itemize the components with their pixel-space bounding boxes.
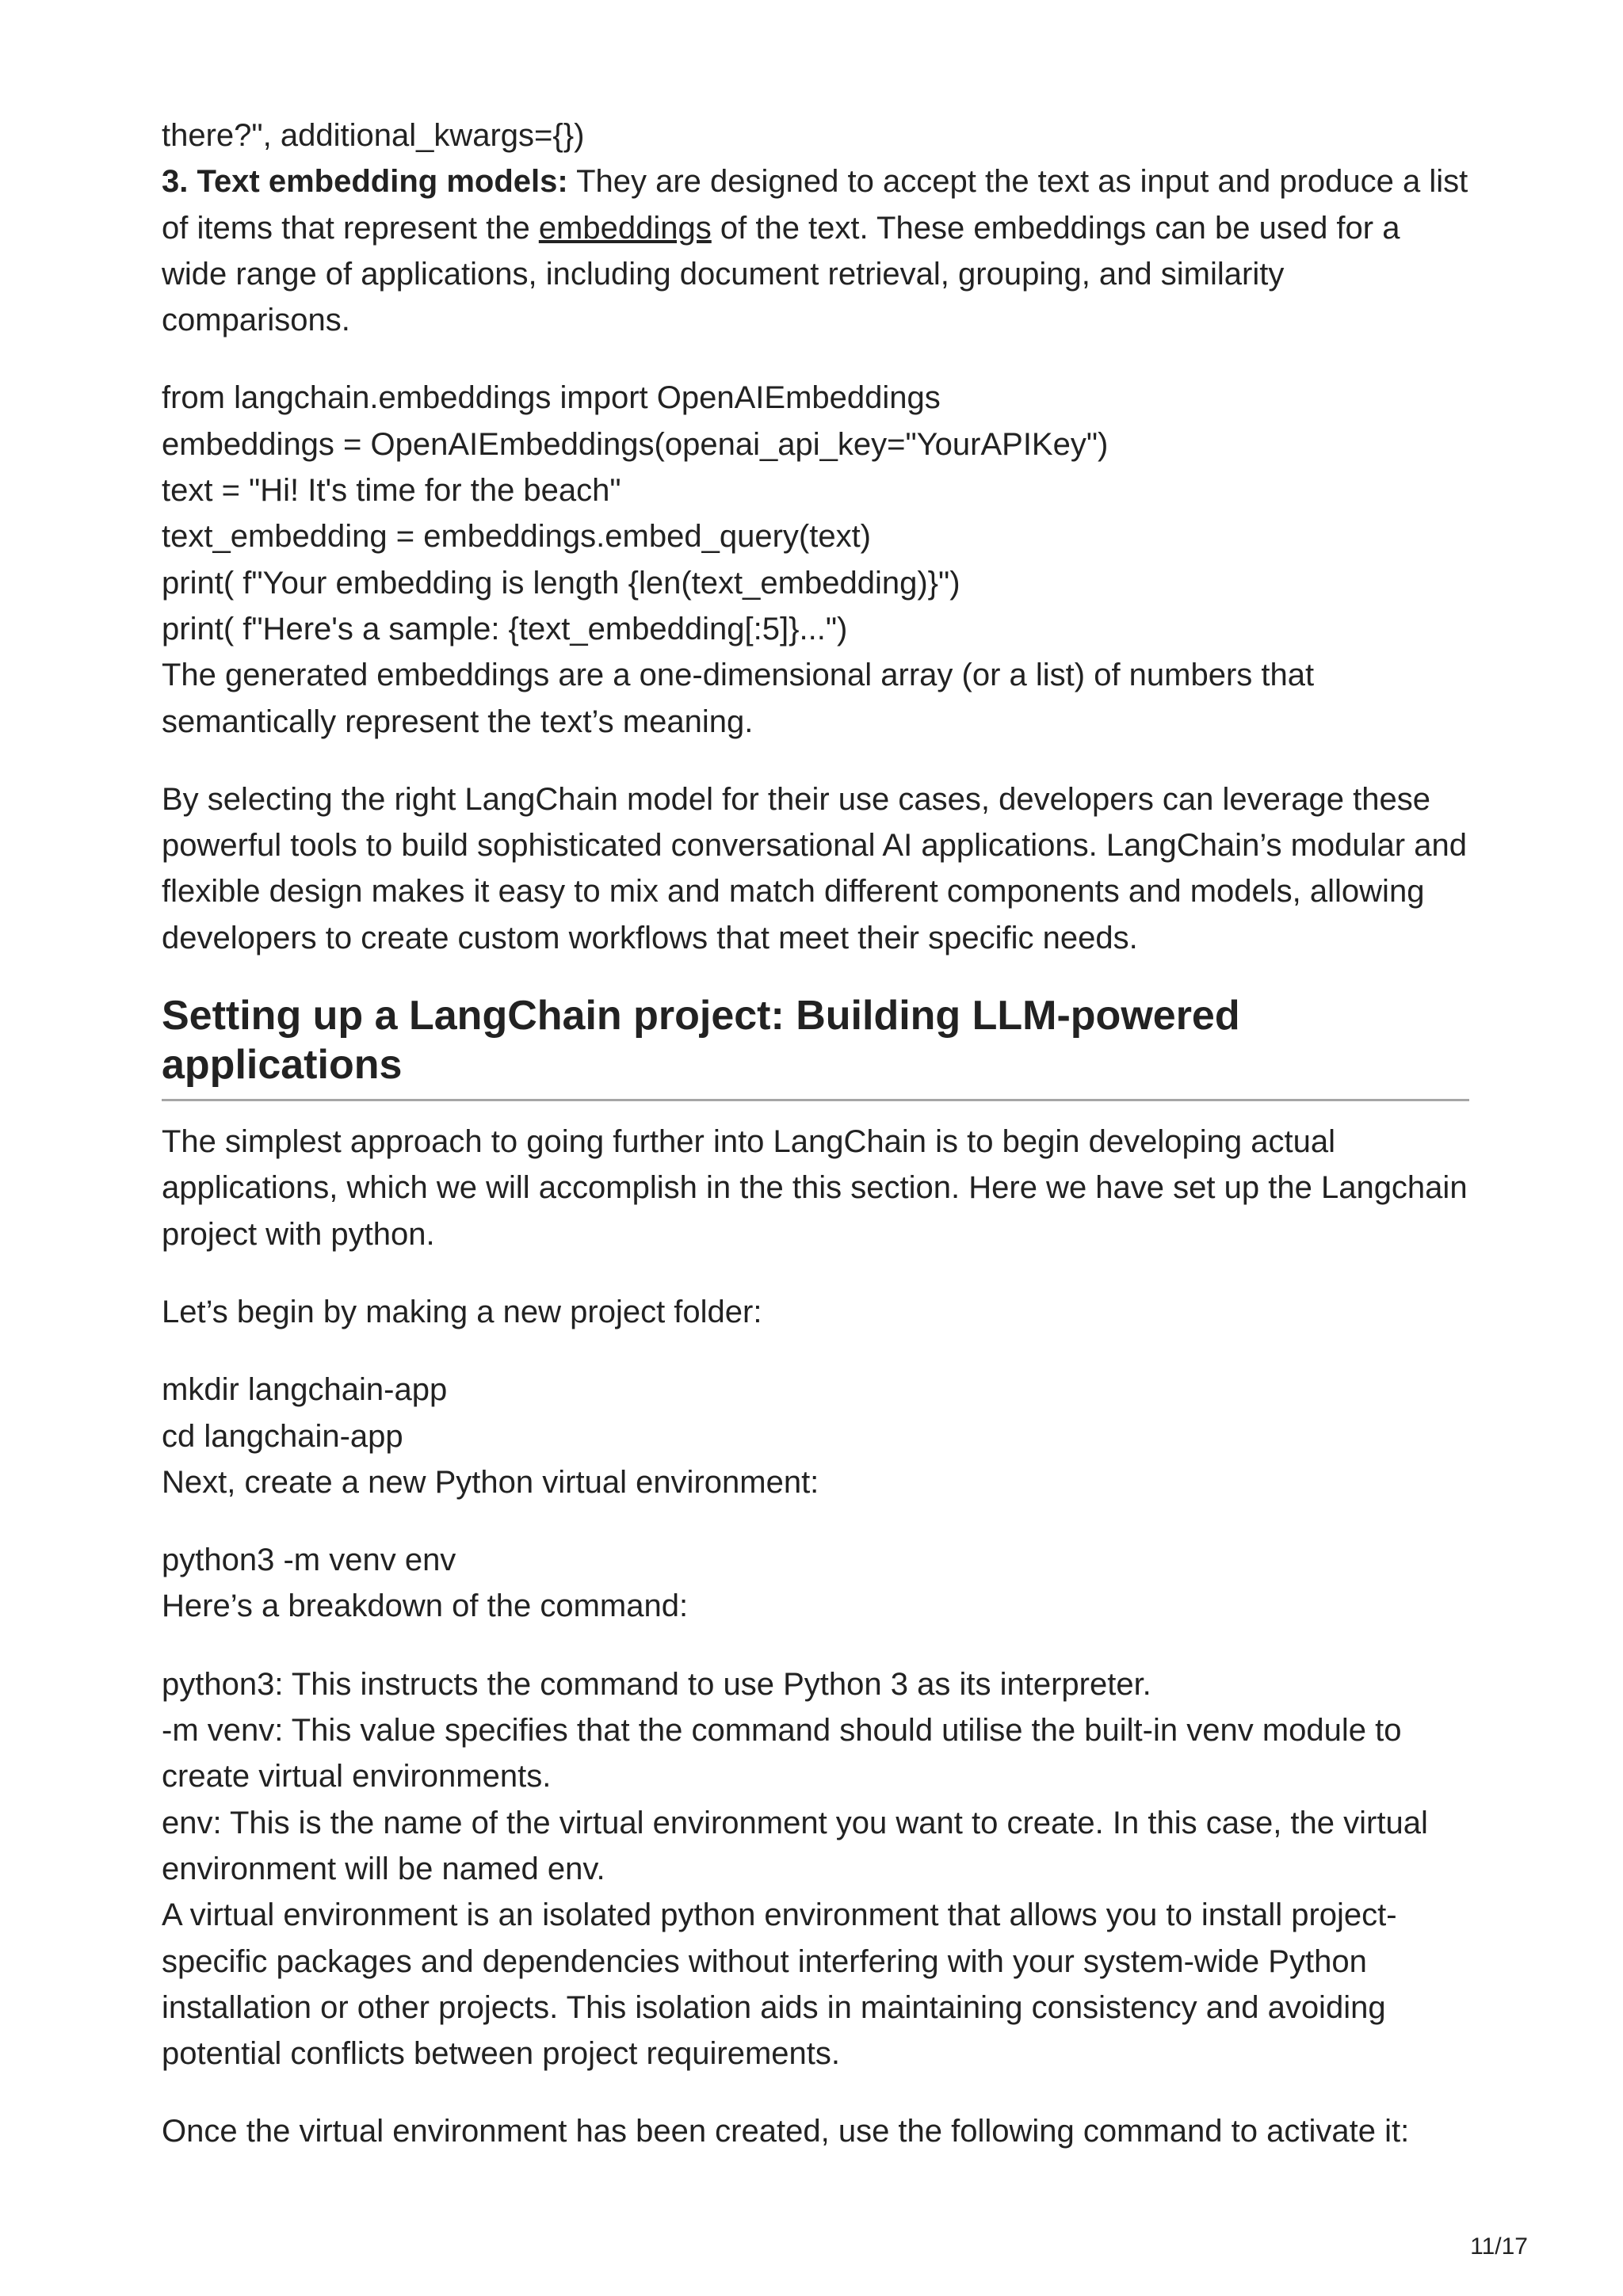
code-line: text = "Hi! It's time for the beach" bbox=[162, 473, 621, 509]
code-line-venv: python3 -m venv env bbox=[162, 1543, 456, 1578]
section-heading: Setting up a LangChain project: Building LLM-powered applications bbox=[162, 991, 1469, 1101]
selecting-model-paragraph: By selecting the right LangChain model for their use cases, developers can leverage these powerful tools to build sophisticated conversational AI applications. LangChain’s modular and flexible design makes it easy to mix and match different components and models, allowing developers to create custom workflows that meet their specific needs. bbox=[162, 781, 1467, 955]
code-line: from langchain.embeddings import OpenAIEmbeddings bbox=[162, 380, 941, 416]
document-page bbox=[162, 113, 1469, 2155]
text-embedding-models-paragraph bbox=[162, 158, 1469, 343]
embeddings-link[interactable]: embeddings bbox=[538, 210, 712, 246]
code-block-mkdir bbox=[162, 1367, 1469, 1459]
code-line: print( f"Here's a sample: {text_embedding[:5]}...") bbox=[162, 611, 848, 646]
activate-paragraph: Once the virtual environment has been created, use the following command to activate it: bbox=[162, 2114, 1410, 2149]
code-line: text_embedding = embeddings.embed_query(text) bbox=[162, 519, 871, 555]
code-line: embeddings = OpenAIEmbeddings(openai_api_key="YourAPIKey") bbox=[162, 426, 1109, 462]
code-line: cd langchain-app bbox=[162, 1418, 403, 1454]
text-embedding-models-label: 3. Text embedding models: bbox=[162, 164, 568, 200]
code-line: mkdir langchain-app bbox=[162, 1372, 448, 1408]
generated-embeddings-paragraph: The generated embeddings are a one-dimensional array (or a list) of numbers that semantically represent the text’s meaning. bbox=[162, 658, 1315, 739]
code-block-embeddings bbox=[162, 375, 1469, 652]
virtual-environment-paragraph: A virtual environment is an isolated python environment that allows you to install project-specific packages and dependencies without interfering with your system-wide Python installation or other projects. This isolation aids in maintaining consistency and avoiding potential conflicts between project requirements. bbox=[162, 1897, 1397, 2072]
python3-explanation: python3: This instructs the command to use Python 3 as its interpreter. bbox=[162, 1666, 1151, 1702]
env-explanation: env: This is the name of the virtual environment you want to create. In this case, the virtual environment will be named env. bbox=[162, 1805, 1428, 1886]
code-line: print( f"Your embedding is length {len(text_embedding)}") bbox=[162, 565, 960, 601]
mvenv-explanation: -m venv: This value specifies that the command should utilise the built-in venv module to create virtual environments. bbox=[162, 1713, 1402, 1794]
page-number: 11/17 bbox=[1470, 2233, 1528, 2260]
text-embedding-desc-b: of the text. These embeddings can be used for a wide range of applications, including document retrieval, grouping, and similarity comparisons. bbox=[162, 210, 1400, 338]
begin-folder-paragraph: Let’s begin by making a new project folder: bbox=[162, 1294, 762, 1329]
breakdown-paragraph: Here’s a breakdown of the command: bbox=[162, 1589, 689, 1624]
simplest-approach-paragraph: The simplest approach to going further into LangChain is to begin developing actual applications, which we will accomplish in the this section. Here we have set up the Langchain project with python. bbox=[162, 1124, 1468, 1252]
text-embedding-desc-a: They are designed to accept the text as input and produce a list of items that represent the bbox=[162, 164, 1468, 246]
next-venv-paragraph: Next, create a new Python virtual environment: bbox=[162, 1464, 819, 1500]
code-line-continuation: there?", additional_kwargs={}) bbox=[162, 118, 585, 153]
